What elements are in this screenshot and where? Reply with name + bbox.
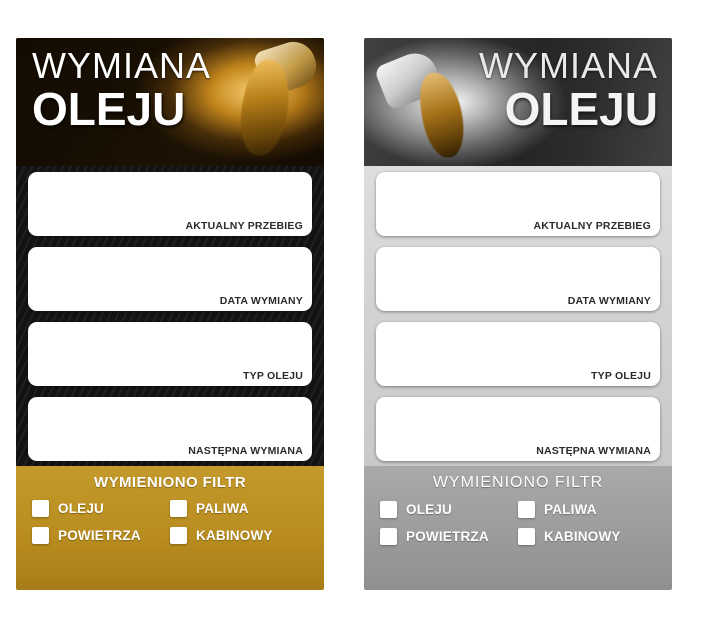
oil-change-sticker-silver <box>364 38 672 590</box>
field-nastepna-wymiana[interactable] <box>28 397 312 461</box>
sticker-title-line2: OLEJU <box>32 83 186 135</box>
sticker-title-line2: OLEJU <box>504 83 658 135</box>
field-label: TYP OLEJU <box>591 370 651 382</box>
field-data-wymiany[interactable] <box>28 247 312 311</box>
sticker-footer-silver <box>364 466 672 590</box>
checkbox-icon[interactable] <box>380 501 397 518</box>
field-aktualny-przebieg[interactable] <box>28 172 312 236</box>
field-data-wymiany[interactable] <box>376 247 660 311</box>
field-label: AKTUALNY PRZEBIEG <box>185 220 303 232</box>
oil-change-sticker-gold <box>16 38 324 590</box>
filter-checkbox-group <box>16 500 324 554</box>
field-aktualny-przebieg[interactable] <box>376 172 660 236</box>
filter-checkbox-group <box>364 501 672 555</box>
field-typ-oleju[interactable] <box>376 322 660 386</box>
checkbox-item-kabinowy[interactable] <box>518 528 656 545</box>
checkbox-item-powietrza[interactable] <box>380 528 518 545</box>
checkbox-label: PALIWA <box>544 502 597 517</box>
sticker-title-line1: WYMIANA <box>478 45 658 86</box>
field-typ-oleju[interactable] <box>28 322 312 386</box>
field-label: DATA WYMIANY <box>219 295 303 307</box>
sticker-footer-gold <box>16 466 324 590</box>
footer-title: WYMIENIONO FILTR <box>432 474 604 491</box>
field-nastepna-wymiana[interactable] <box>376 397 660 461</box>
sticker-fields-silver <box>364 166 672 466</box>
checkbox-icon[interactable] <box>32 500 49 517</box>
checkbox-item-kabinowy[interactable] <box>170 527 308 544</box>
field-label: AKTUALNY PRZEBIEG <box>533 220 651 232</box>
field-label: TYP OLEJU <box>243 370 303 382</box>
checkbox-item-oleju[interactable] <box>380 501 518 518</box>
checkbox-label: OLEJU <box>406 502 453 517</box>
checkbox-item-paliwa[interactable] <box>170 500 308 517</box>
sticker-fields-gold <box>16 166 324 466</box>
checkbox-item-oleju[interactable] <box>32 500 170 517</box>
sticker-title-line1: WYMIANA <box>32 45 212 86</box>
checkbox-icon[interactable] <box>170 500 187 517</box>
field-label: DATA WYMIANY <box>567 295 651 307</box>
sticker-header-silver <box>364 38 672 166</box>
checkbox-label: OLEJU <box>58 501 105 516</box>
checkbox-icon[interactable] <box>518 501 535 518</box>
footer-title: WYMIENIONO FILTR <box>94 474 246 491</box>
checkbox-label: PALIWA <box>196 501 249 516</box>
checkbox-label: KABINOWY <box>196 528 273 543</box>
checkbox-label: KABINOWY <box>544 529 621 544</box>
checkbox-icon[interactable] <box>380 528 397 545</box>
oil-stream-icon <box>416 70 468 161</box>
checkbox-item-paliwa[interactable] <box>518 501 656 518</box>
sticker-header-gold <box>16 38 324 166</box>
checkbox-label: POWIETRZA <box>58 528 141 543</box>
sticker-title-gold <box>32 45 212 135</box>
field-label: NASTĘPNA WYMIANA <box>188 445 303 457</box>
checkbox-icon[interactable] <box>170 527 187 544</box>
checkbox-label: POWIETRZA <box>406 529 489 544</box>
checkbox-icon[interactable] <box>32 527 49 544</box>
checkbox-item-powietrza[interactable] <box>32 527 170 544</box>
sticker-title-silver <box>478 45 658 135</box>
field-label: NASTĘPNA WYMIANA <box>536 445 651 457</box>
checkbox-icon[interactable] <box>518 528 535 545</box>
